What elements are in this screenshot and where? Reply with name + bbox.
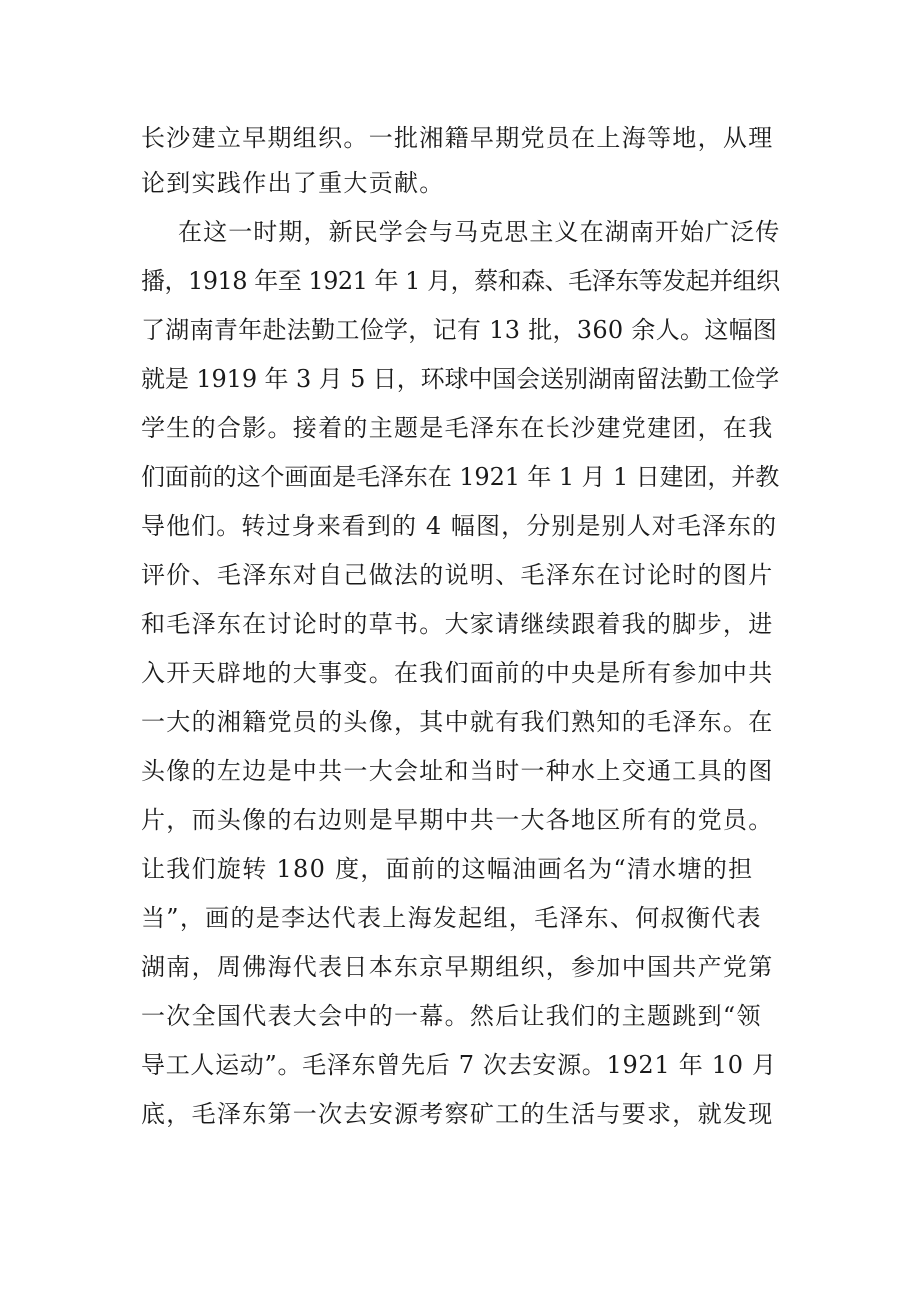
- text-line: 了湖南青年赴法勤工俭学，记有 13 批，360 余人。这幅图: [141, 316, 778, 344]
- text-line: 一大的湘籍党员的头像，其中就有我们熟知的毛泽东。在: [141, 708, 774, 736]
- text-line: 入开天辟地的大事变。在我们面前的中央是所有参加中共: [141, 659, 774, 687]
- paragraph-start-line: 在这一时期，新民学会与马克思主义在湖南开始广泛传: [178, 218, 781, 246]
- text-line: 当”，画的是李达代表上海发起组，毛泽东、何叔衡代表: [141, 904, 762, 932]
- text-line: 就是 1919 年 3 月 5 日，环球中国会送别湖南留法勤工俭学: [141, 365, 780, 393]
- text-line: 们面前的这个画面是毛泽东在 1921 年 1 月 1 日建团，并教: [141, 463, 780, 491]
- text-line: 底，毛泽东第一次去安源考察矿工的生活与要求，就发现: [141, 1100, 774, 1128]
- text-line: 和毛泽东在讨论时的草书。大家请继续跟着我的脚步，进: [141, 610, 774, 638]
- text-line: 湖南，周佛海代表日本东京早期组织，参加中国共产党第: [141, 953, 774, 981]
- text-line: 让我们旋转 180 度，面前的这幅油画名为“清水塘的担: [141, 855, 754, 883]
- text-line: 评价、毛泽东对自己做法的说明、毛泽东在讨论时的图片: [141, 561, 774, 589]
- text-line: 长沙建立早期组织。一批湘籍早期党员在上海等地，从理: [141, 124, 774, 152]
- text-line: 论到实践作出了重大贡献。: [141, 169, 445, 197]
- text-line: 导他们。转过身来看到的 4 幅图，分别是别人对毛泽东的: [141, 512, 778, 540]
- text-line: 播，1918 年至 1921 年 1 月，蔡和森、毛泽东等发起并组织: [141, 267, 780, 295]
- text-line: 导工人运动”。毛泽东曾先后 7 次去安源。1921 年 10 月: [141, 1051, 777, 1079]
- text-line: 一次全国代表大会中的一幕。然后让我们的主题跳到“领: [141, 1002, 762, 1030]
- text-line: 头像的左边是中共一大会址和当时一种水上交通工具的图: [141, 757, 774, 785]
- text-line: 片，而头像的右边则是早期中共一大各地区所有的党员。: [141, 806, 774, 834]
- text-line: 学生的合影。接着的主题是毛泽东在长沙建党建团，在我: [141, 414, 774, 442]
